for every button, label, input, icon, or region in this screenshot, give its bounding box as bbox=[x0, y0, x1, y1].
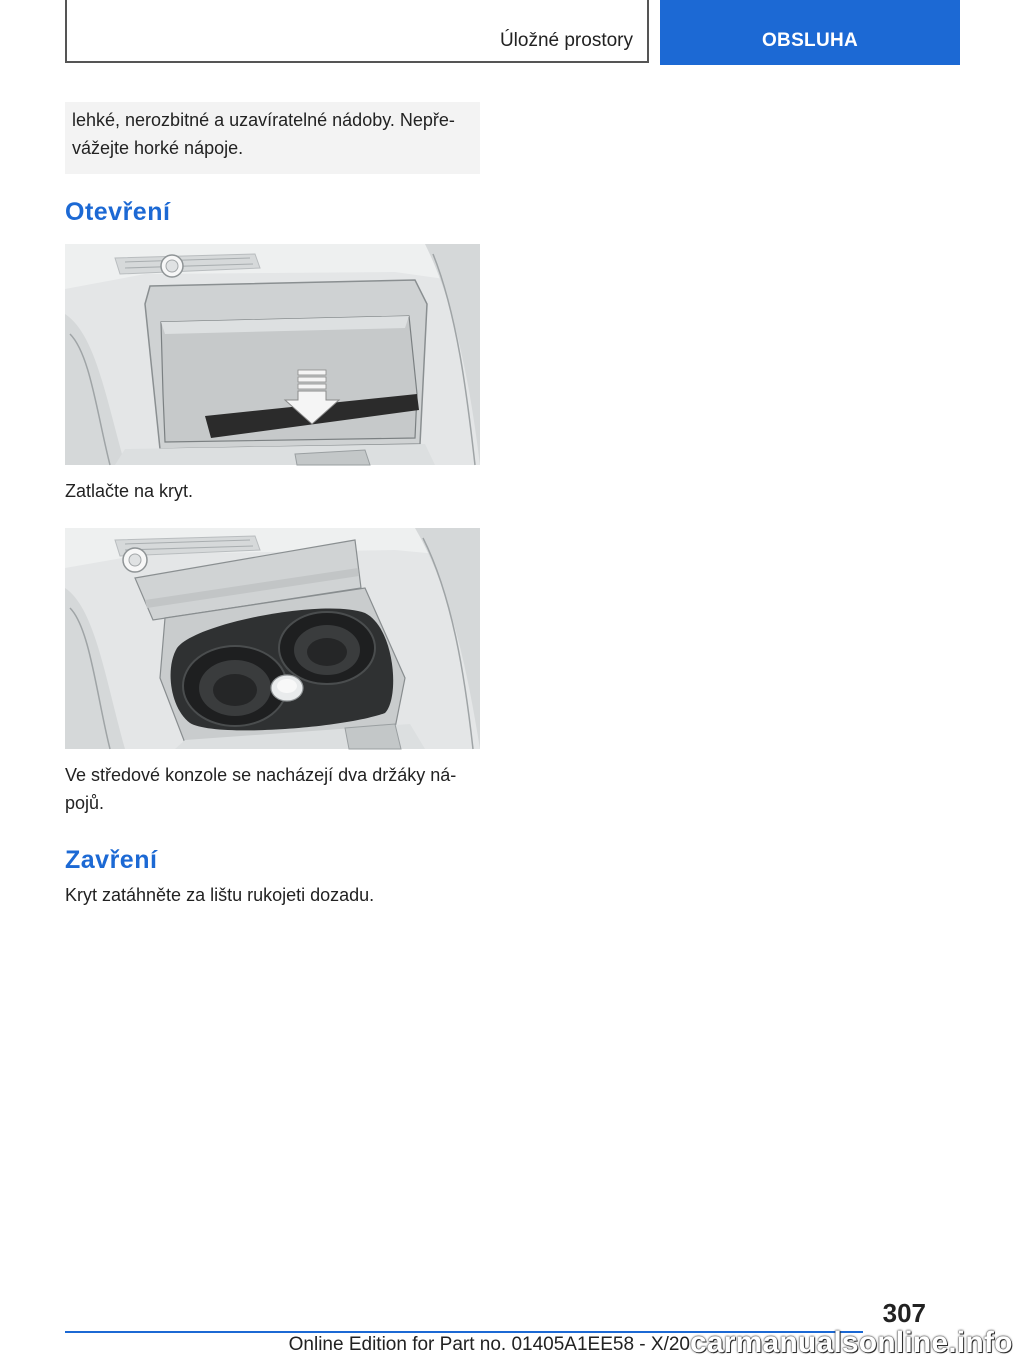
figure-cupholders-open bbox=[65, 528, 480, 749]
header-box bbox=[65, 0, 649, 63]
caption-cupholders-line-2: pojů. bbox=[65, 793, 105, 813]
watermark: carmanualsonline.info bbox=[690, 1326, 1013, 1359]
caption-cupholders-line-1: Ve středové konzole se nacházejí dva držáky ná‐ bbox=[65, 765, 457, 785]
header-tab[interactable] bbox=[660, 0, 960, 65]
heading-opening: Otevření bbox=[65, 198, 171, 226]
footer-edition: Online Edition for Part no. 01405A1EE58 - X/20 bbox=[288, 1334, 690, 1355]
note-box bbox=[65, 102, 480, 174]
caption-cupholders bbox=[65, 761, 483, 817]
caption-press-cover: Zatlačte na kryt. bbox=[65, 481, 194, 501]
heading-closing: Zavření bbox=[65, 846, 158, 874]
page-number: 307 bbox=[882, 1298, 926, 1328]
figure-cover-closed bbox=[65, 244, 480, 465]
closing-text: Kryt zatáhněte za lištu rukojeti dozadu. bbox=[65, 885, 375, 905]
note-line-1: lehké, nerozbitné a uzavíratelné nádoby. Nepře‐ bbox=[72, 110, 455, 130]
header-tab-label: OBSLUHA bbox=[761, 30, 859, 51]
note-line-2: vážejte horké nápoje. bbox=[72, 138, 244, 158]
header-section-title: Úložné prostory bbox=[499, 30, 633, 51]
